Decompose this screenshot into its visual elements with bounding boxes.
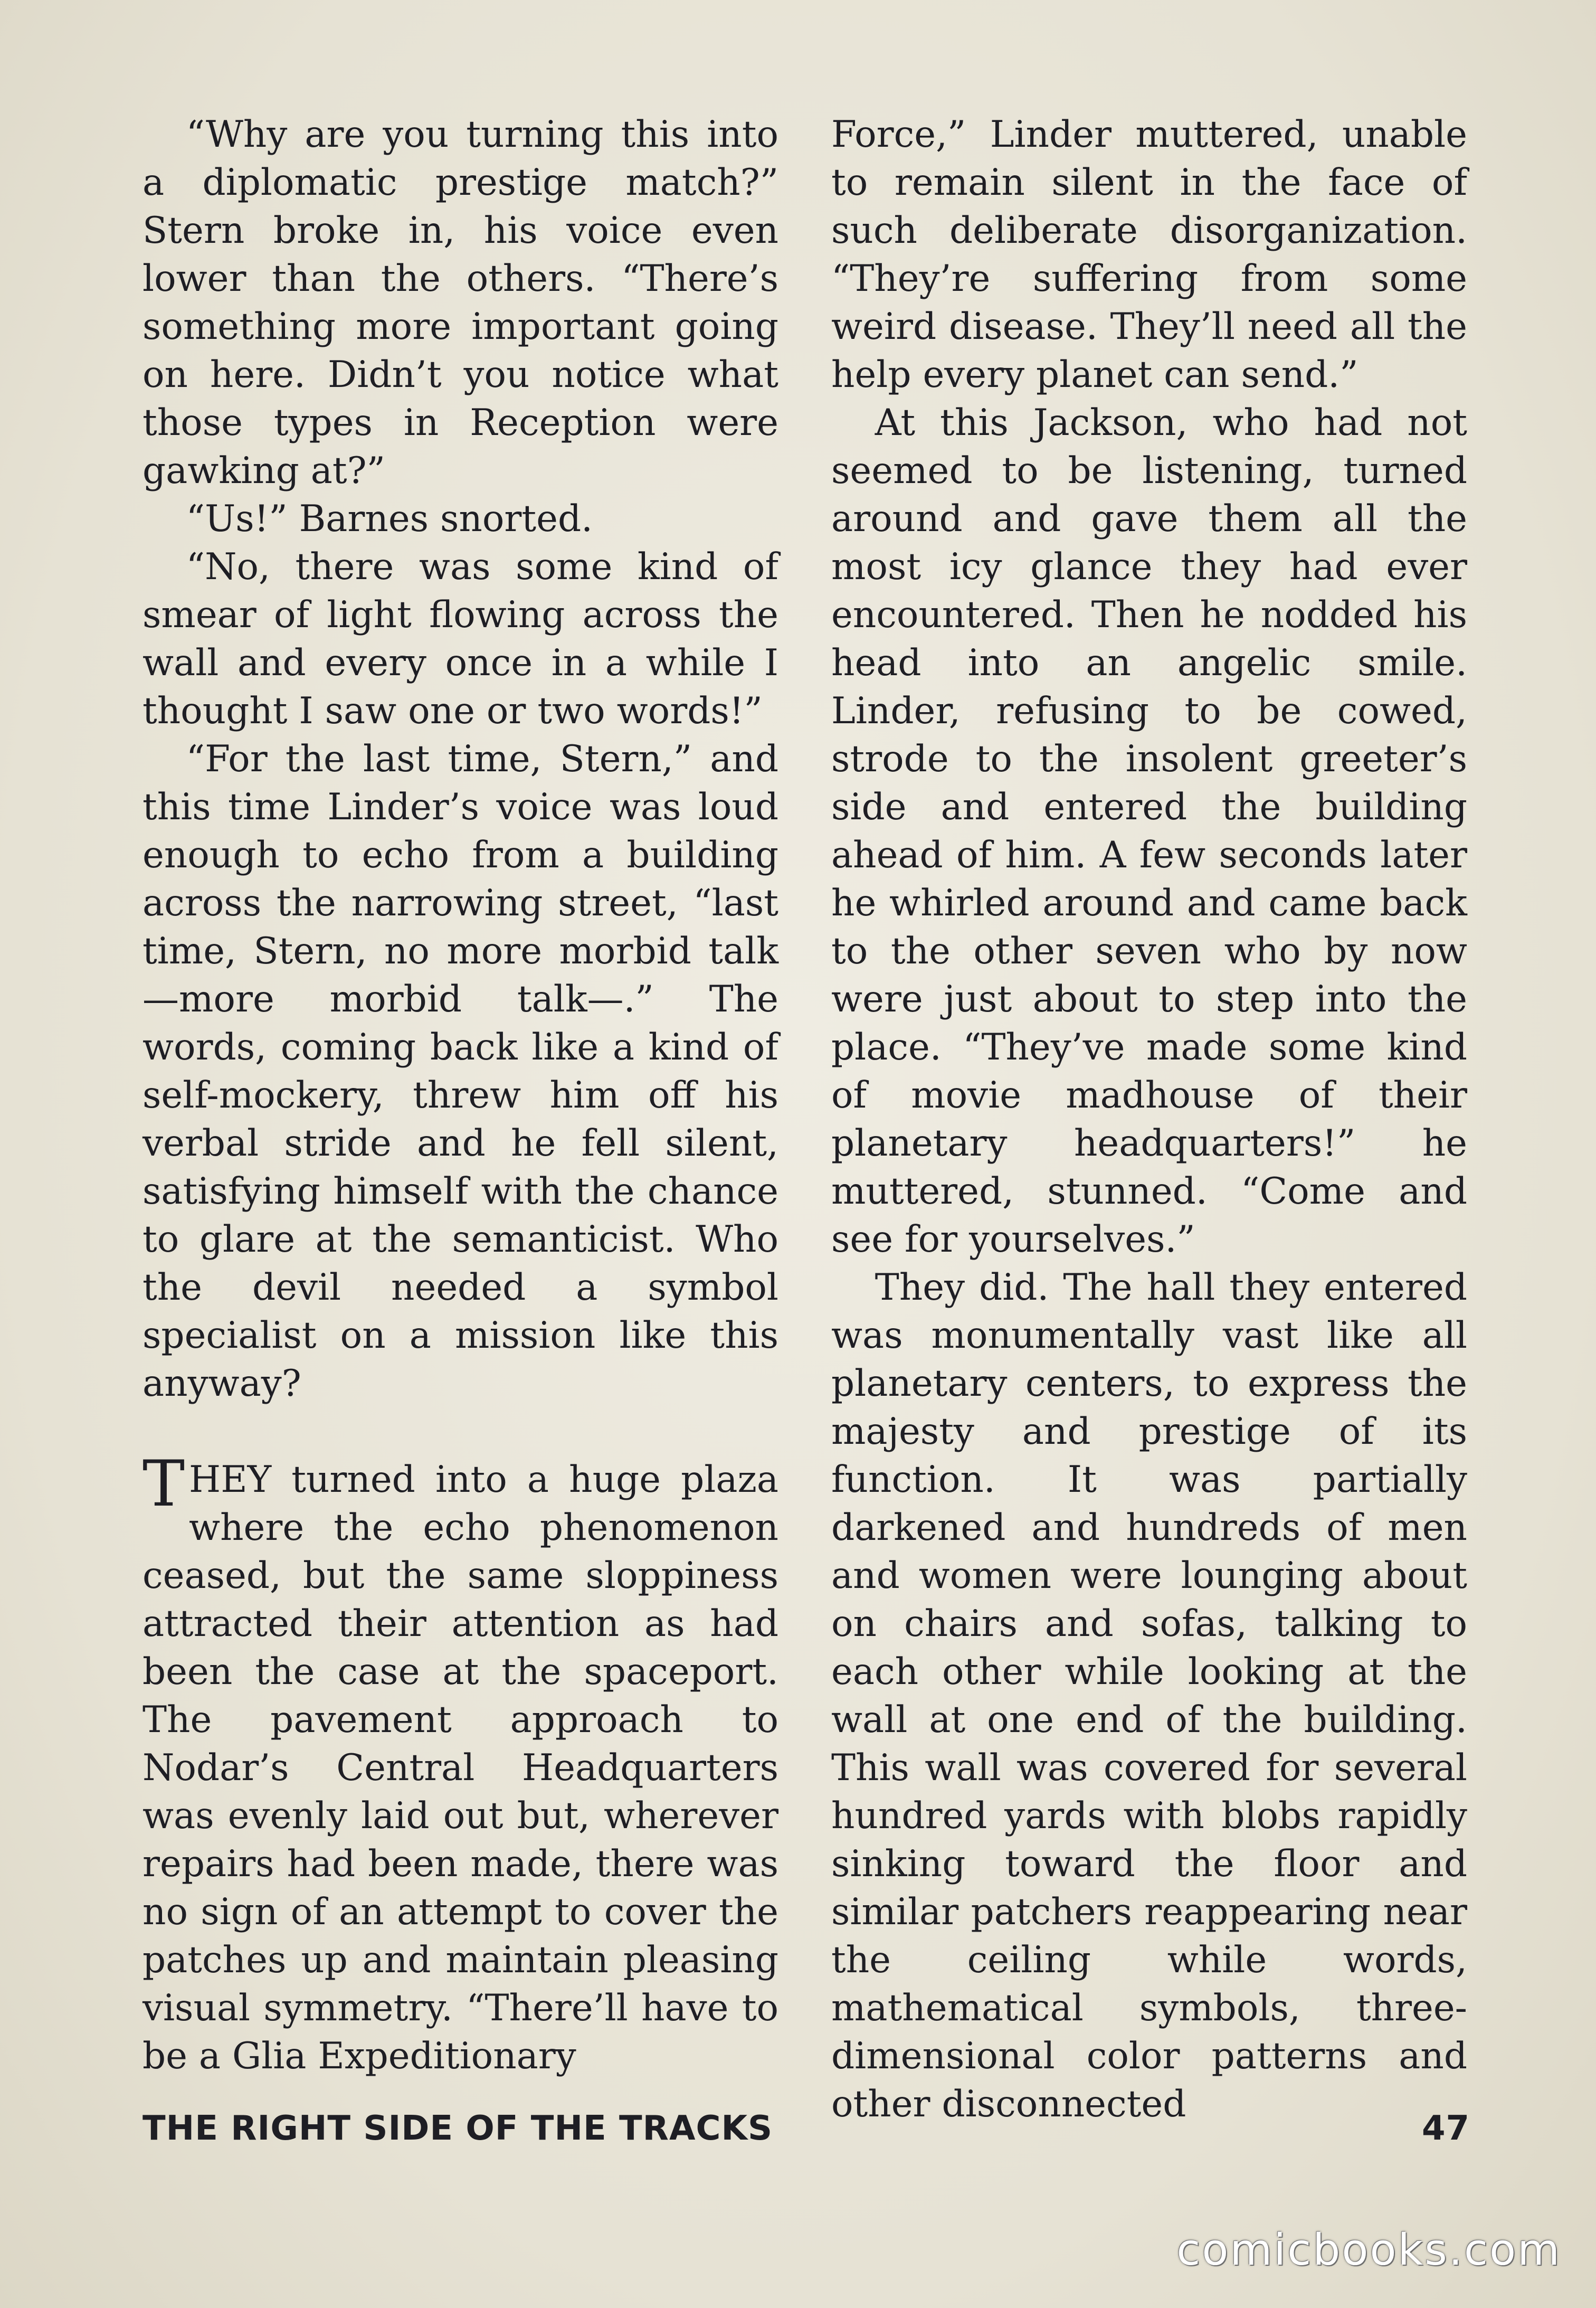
paragraph: Force,” Linder muttered, unable to remain silent in the face of such deliberate disorganization. “They’re suffering from some weird disease. They’ll need all the help every planet can send.”	[831, 113, 1467, 396]
watermark: comicbooks.com	[1176, 2225, 1561, 2275]
running-title: THE RIGHT SIDE OF THE TRACKS	[142, 2109, 773, 2148]
paragraph: They did. The hall they entered was monumentally vast like all planetary centers, to express the majesty and prestige of its function. It was partially darkened and hundreds of men and women were lounging about on chairs and sofas, talking to each other while looking at the wall at one end of the building. This wall was covered for several hundred yards with blobs rapidly sinking toward the floor and similar patchers reappearing near the ceiling while words, mathematical symbols, three-dimensional color patterns and other disconnected	[831, 1266, 1467, 2125]
page-number: 47	[1421, 2109, 1470, 2148]
paragraph: “No, there was some kind of smear of light flowing across the wall and every once in a while I thought I saw one or two words!”	[142, 546, 778, 732]
paragraph: “Us!” Barnes snorted.	[186, 498, 593, 540]
section-opening-paragraph	[142, 1448, 778, 2080]
paragraph: “For the last time, Stern,” and this time Linder’s voice was loud enough to echo from a building across the narrowing street, “last time, Stern, no more morbid talk —more morbid talk—.” The words, coming back like a kind of self-mockery, threw him off his verbal stride and he fell silent, satisfying himself with the chance to glare at the semanticist. Who the devil needed a symbol specialist on a mission like this anyway?	[142, 738, 778, 1405]
paragraph: At this Jackson, who had not seemed to be listening, turned around and gave them all the most icy glance they had ever encountered. Then he nodded his head into an angelic smile. Linder, refusing to be cowed, strode to the insolent greeter’s side and entered the building ahead of him. A few seconds later he whirled around and came back to the other seven who by now were just about to step into the place. “They’ve made some kind of movie madhouse of their planetary headquarters!” he muttered, stunned. “Come and see for yourselves.”	[831, 402, 1467, 1261]
section-paragraph-text: HEY turned into a huge plaza where the echo phenomenon ceased, but the same sloppiness attracted their attention as had been the case at the spaceport. The pavement approach to Nodar’s Central Headquarters was evenly laid out but, wherever repairs had been made, there was no sign of an attempt to cover the patches up and maintain pleasing visual symmetry. “There’ll have to be a Glia Expeditionary	[142, 1459, 778, 2077]
page-footer	[142, 2109, 1470, 2156]
left-text-column	[142, 111, 778, 2080]
drop-cap: T	[142, 1448, 185, 1521]
paragraph: “Why are you turning this into a diplomatic prestige match?” Stern broke in, his voice even lower than the others. “There’s something more important going on here. Didn’t you notice what those types in Reception were gawking at?”	[142, 113, 778, 492]
right-text-column	[831, 111, 1467, 2129]
